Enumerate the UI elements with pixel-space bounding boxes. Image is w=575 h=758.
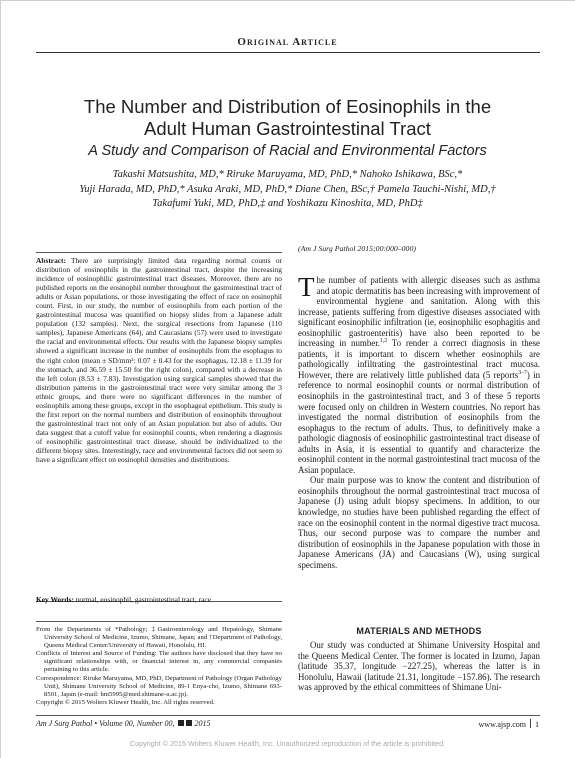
page-number: 1	[535, 720, 539, 729]
authors-line-3: Takafumi Yuki, MD, PhD,‡ and Yoshikazu Kinoshita, MD, PhD‡	[152, 198, 423, 209]
intro-paragraph-1: The number of patients with allergic diseases such as asthma and atopic dermatitis has been increasing with improvement of environmental hygiene and sanitation. Along with this increase, patients suffering from digestive diseases associated with significant eosinophilic infiltration (ie, eosinophilic esophagitis and eosinophilic gastroenteritis) have also been reported to be increasing in number.$^{1,2}$ To render a correct diagnosis in these patients, it is important to discern whether eosinophils are pathologically infiltrating the gastrointestinal tract mucosa. However, there are relatively little published data (5 reports$^{3-7}$) in reference to normal eosinophil counts or normal distribution of eosinophils in the gastrointestinal tract, and 3 of these 5 reports were focused only on children in Western countries. No report has investigated the normal distribution of eosinophils from the esophagus to the rectum of adults. Thus, to definitively make a pathologic diagnosis of eosinophilic gastrointestinal tract disease of adults in Asia, it is essential to quantify and characterize the eosinophil content in the normal gastrointestinal tract mucosa of the Asian populace.	[298, 272, 541, 475]
authors-line-1: Takashi Matsushita, MD,* Riruke Maruyama, MD, PhD,* Nahoko Ishikawa, BSc,*	[112, 169, 463, 180]
placeholder-square-icon	[186, 720, 192, 726]
journal-url[interactable]: www.ajsp.com	[478, 720, 526, 729]
methods-paragraph: Our study was conducted at Shimane University Hospital and the Queens Medical Center. The former is located in Izumo, Japan (latitude 35.37, longitude −227.25), whereas the latter is in Honolulu, Hawaii (latitude 21.31, longitude −157.86). The research was approved by the ethical committees of Shimane Uni-	[298, 640, 540, 693]
methods-heading: MATERIALS AND METHODS	[356, 626, 482, 636]
abstract-text: There are surprisingly limited data regarding normal counts or distribution of eosinophils in the gastrointestinal tract, despite the increasing incidence of eosinophilic gastrointestinal tract diseases. Moreover, there are no published reports on the eosinophil number throughout the gastrointestinal tract of adults or Asian populations, or those investigating the effect of race on eosinophil count. First, in our study, the number of eosinophils from each portion of the gastrointestinal mucosa was quantified on biopsy slides from a Japanese adult population (132 samples). Next, the surgical resections from Japanese (110 samples), Japanese Americans (64), and Caucasians (57) were used to investigate the racial and environmental effects. Our results with the Japanese biopsy samples showed a significant increase in the number of eosinophils from the esophagus to the right colon (mean ± SD/mm²: 0.07 ± 0.43 for the esophagus, 12.18 ± 11.39 for the stomach, and 36.59 ± 15.50 for the right colon), compared with a decrease in the left colon (8.53 ± 7.83). Investigation using surgical samples showed that the distribution patterns in the gastrointestinal tract were very similar among the 3 ethnic groups, and there were no significant differences in the number of eosinophils among these groups, except in the esophageal epithelium. This study is the first report on the normal numbers and distribution of eosinophils throughout the gastrointestinal tract not only of an Asian population but also of adults. Our data suggest that a cutoff value for eosinophil counts, when rendering a diagnosis of eosinophilic gastrointestinal tract disease, should be individualized to the different biopsy sites. Interestingly, race and environmental factors did not seem to have a significant effect on eosinophil densities and distributions.	[36, 256, 283, 465]
author-list	[30, 168, 545, 212]
authors-line-2: Yuji Harada, MD, PhD,* Asuka Araki, MD, PhD,* Diane Chen, BSc,† Pamela Tauchi-Nishi, MD,†	[79, 183, 496, 195]
affiliation-conflicts: Conflicts of Interest and Source of Funding: The authors have disclosed that they have no significant relationships with, or financial interest in, any commercial companies pertaining to this article.	[36, 650, 282, 674]
article-title	[30, 96, 545, 140]
affiliation-correspondence: Correspondence: Riruke Maruyama, MD, PhD, Department of Pathology (Organ Pathology Unit), Shimane University School of Medicine, 89-1 Enya-cho, Izumo, Shimane 693-8501, Japan (e-mail: hm5995@med.shimane-u.ac.jp).	[36, 674, 282, 698]
keywords	[36, 595, 211, 604]
footer-rule	[36, 715, 540, 716]
abstract-box	[36, 252, 282, 602]
citation: (Am J Surg Pathol 2015;00:000–000)	[298, 244, 416, 253]
abstract-label: Abstract:	[36, 256, 66, 265]
placeholder-square-icon	[178, 720, 184, 726]
header-rule	[36, 52, 540, 53]
reference-sup: 3–7	[518, 369, 527, 376]
section-label: Original Article	[237, 36, 338, 48]
keywords-label: Key Words:	[36, 595, 74, 604]
intro-paragraph-2: Our main purpose was to know the content and distribution of eosinophils throughout the normal gastrointestinal tract mucosa of Japanese (J) using adult biopsy specimens. In addition, to our knowledge, no studies have been published regarding the effect of race on the eosinophil content in the normal digestive tract mucosa. Thus, our second purpose was to compare the number and distribution of eosinophils in the Japanese population with those in Japanese Americans (JA) and Caucasians (W), using surgical specimens.	[298, 475, 540, 570]
footer-page-info	[479, 719, 539, 729]
footer-separator	[530, 719, 531, 728]
keywords-text: normal, eosinophil, gastrointestinal tract, race	[75, 595, 211, 604]
affiliations-rule	[36, 621, 282, 622]
title-line-2: Adult Human Gastrointestinal Tract	[144, 118, 431, 139]
copyright-notice: Copyright © 2015 Wolters Kluwer Health, Inc. Unauthorized reproduction of the article is prohibited.	[129, 739, 446, 748]
affiliations	[36, 626, 282, 707]
affiliation-copyright: Copyright © 2015 Wolters Kluwer Health, Inc. All rights reserved.	[36, 698, 215, 706]
article-subtitle: A Study and Comparison of Racial and Environmental Factors	[88, 143, 487, 159]
abstract	[36, 256, 282, 464]
affiliation-from: From the Departments of *Pathology; ‡Gastroenterology and Hepatology, Shimane University School of Medicine, Izumo, Shimane, Japan; and †Department of Pathology, Queens Medical Center/University of Hawaii, Honolulu, HI.	[36, 626, 282, 650]
drop-cap: T	[298, 272, 315, 302]
footer-journal: Am J Surg Pathol • Volume 00, Number 00, 2015	[36, 719, 211, 728]
reference-sup: 1,2	[379, 338, 388, 345]
intro-body	[298, 272, 541, 570]
title-line-1: The Number and Distribution of Eosinophils in the	[83, 96, 492, 117]
